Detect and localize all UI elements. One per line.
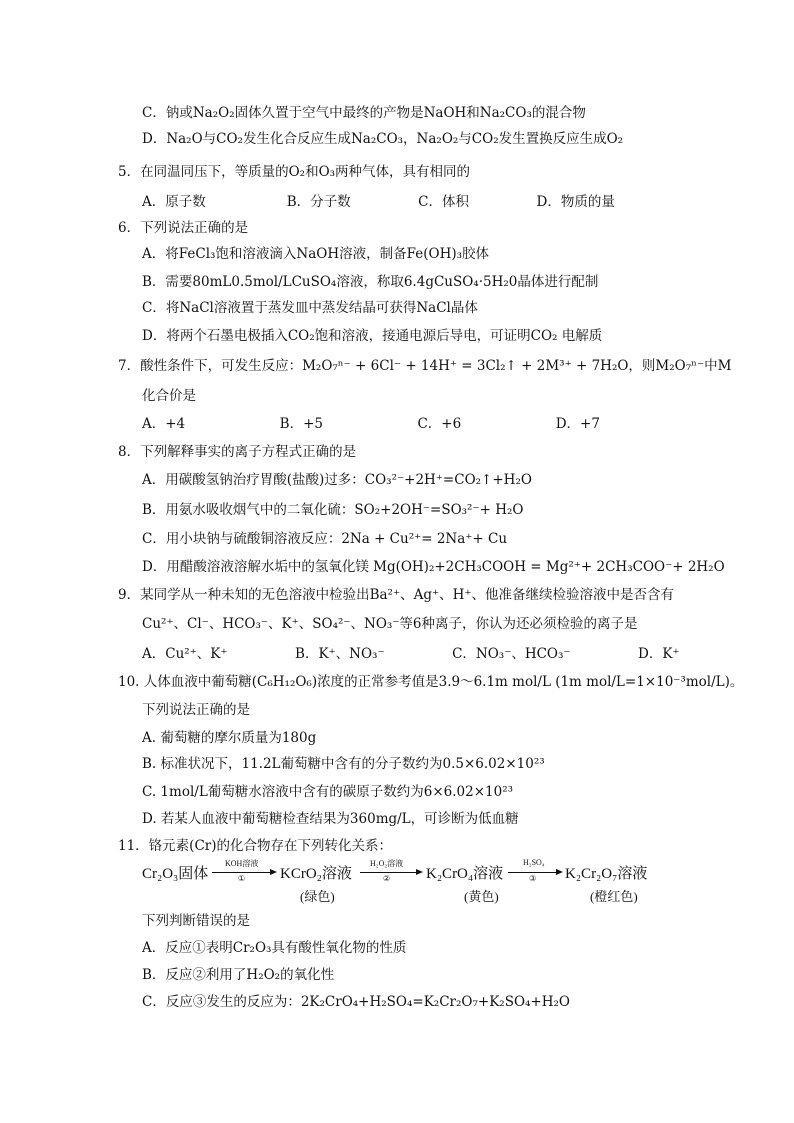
k2cro4-color: (黄色) [464,889,499,904]
q7-stem: 7．酸性条件下，可发生反应：M₂O₇ⁿ⁻ + 6Cl⁻ + 14H⁺ = 3Cl₂↑ + 2M³⁺ + 7H₂O，则M₂O₇ⁿ⁻中M [118,358,732,374]
q10-stem: 10. 人体血液中葡萄糖(C₆H₁₂O₆)浓度的正常参考值是3.9～6.1m mol/L (1m mol/L=1×10⁻³mol/L)。 [118,674,744,690]
arrow1-reagent: KOH溶液 [225,859,259,868]
q9-stem: 9．某同学从一种未知的无色溶液中检验出Ba²⁺、Ag⁺、H⁺、他准备继续检验溶液中是否含有 [118,587,675,603]
chromium-conversion-scheme [142,858,662,906]
q6-option-c: C．将NaCl溶液置于蒸发皿中蒸发结晶可获得NaCl晶体 [142,300,478,316]
kcro2-solution: KCrO₂溶液 [280,866,352,882]
k2cr2o7-color: (橙红色) [590,889,638,904]
q4-option-d: D．Na₂O与CO₂发生化合反应生成Na₂CO₃，Na₂O₂与CO₂发生置换反应生成O₂ [142,131,624,147]
arrow2-reagent: H₂O₂溶液 [370,859,404,868]
arrow1-line [212,872,272,873]
q6-option-b: B．需要80mL0.5mol/LCuSO₄溶液，称取6.4gCuSO₄·5H₂0晶体进行配制 [142,274,599,290]
arrow3-reagent: H₂SO₄ [523,858,545,867]
q8-option-a: A．用碳酸氢钠治疗胃酸(盐酸)过多：CO₃²⁻+2H⁺=CO₂↑+H₂O [142,472,532,488]
k2cr2o7-solution: K₂Cr₂O₇溶液 [565,866,648,882]
q11-prompt: 下列判断错误的是 [142,913,250,929]
arrow2-line [360,872,418,873]
q11-stem: 11．铬元素(Cr)的化合物存在下列转化关系： [118,838,392,854]
q10-option-a: A. 葡萄糖的摩尔质量为180g [142,730,317,746]
arrow3-line [508,872,558,873]
cr2o3-solid: Cr₂O₃固体 [142,866,209,882]
arrow2-step: ② [383,874,391,883]
q7-options: A．+4 B．+5 C．+6 D．+7 [142,416,600,432]
q10-option-b: B. 标准状况下，11.2L葡萄糖中含有的分子数约为0.5×6.02×10²³ [142,756,545,772]
arrow1-head-icon [270,869,277,875]
arrow3-step: ③ [529,874,537,883]
q9-stem-cont: Cu²⁺、Cl⁻、HCO₃⁻、K⁺、SO₄²⁻、NO₃⁻等6种离子，你认为还必须检验的离子是 [142,616,638,632]
q10-stem-cont: 下列说法正确的是 [142,702,250,718]
q6-stem: 6．下列说法正确的是 [118,220,249,236]
arrow2-head-icon [416,869,423,875]
arrow3-head-icon [556,869,563,875]
q8-option-b: B．用氨水吸收烟气中的二氧化硫：SO₂+2OH⁻=SO₃²⁻+ H₂O [142,502,524,518]
q10-option-c: C. 1mol/L葡萄糖水溶液中含有的碳原子数约为6×6.02×10²³ [142,784,514,800]
q11-option-b: B．反应②利用了H₂O₂的氧化性 [142,967,335,983]
q6-option-a: A．将FeCl₃饱和溶液滴入NaOH溶液，制备Fe(OH)₃胶体 [142,246,490,262]
q11-option-c: C．反应③发生的反应为：2K₂CrO₄+H₂SO₄=K₂Cr₂O₇+K₂SO₄+H₂O [142,994,570,1010]
q5-stem: 5．在同温同压下，等质量的O₂和O₃两种气体，具有相同的 [118,164,471,180]
q11-option-a: A．反应①表明Cr₂O₃具有酸性氧化物的性质 [142,940,407,956]
q7-stem-cont: 化合价是 [142,388,196,404]
q5-options: A．原子数 B．分子数 C．体积 D．物质的量 [142,194,615,210]
q9-options: A．Cu²⁺、K⁺ B．K⁺、NO₃⁻ C．NO₃⁻、HCO₃⁻ D．K⁺ [142,646,680,662]
q4-option-c: C．钠或Na₂O₂固体久置于空气中最终的产物是NaOH和Na₂CO₃的混合物 [142,105,586,121]
q8-option-d: D．用醋酸溶液溶解水垢中的氢氧化镁 Mg(OH)₂+2CH₃COOH = Mg²⁺+ 2CH₃COO⁻+ 2H₂O [142,559,725,575]
arrow1-step: ① [238,874,246,883]
q8-stem: 8．下列解释事实的离子方程式正确的是 [118,444,357,460]
q10-option-d: D. 若某人血液中葡萄糖检查结果为360mg/L，可诊断为低血糖 [142,811,519,827]
kcro2-color: (绿色) [300,889,335,904]
k2cro4-solution: K₂CrO₄溶液 [426,866,504,882]
q8-option-c: C．用小块钠与硫酸铜溶液反应：2Na + Cu²⁺= 2Na⁺+ Cu [142,531,508,547]
q6-option-d: D．将两个石墨电极插入CO₂饱和溶液，接通电源后导电，可证明CO₂ 电解质 [142,328,603,344]
